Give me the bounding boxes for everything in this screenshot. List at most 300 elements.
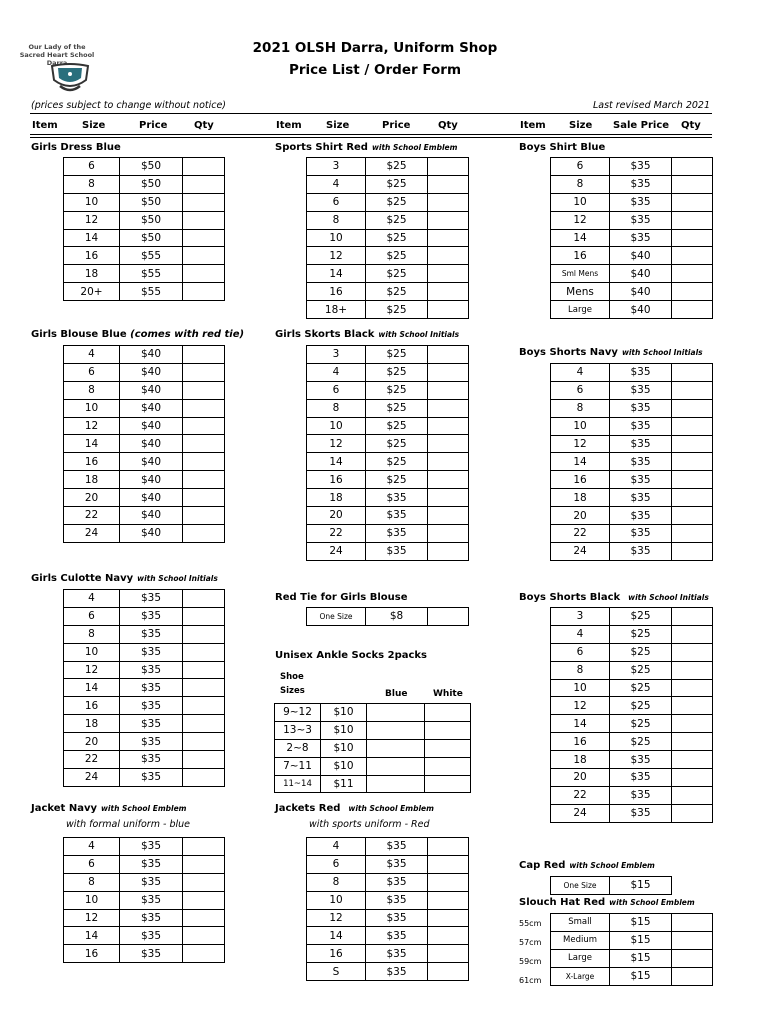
col-header-qty: Qty xyxy=(681,120,701,131)
size-cell: 14 xyxy=(307,265,366,283)
price-cell: $35 xyxy=(366,542,428,560)
size-cell: 14 xyxy=(64,927,120,945)
price-cell: $25 xyxy=(366,399,428,417)
qty-input-cell[interactable] xyxy=(183,211,225,229)
price-cell: $10 xyxy=(321,757,367,775)
price-cell: $35 xyxy=(120,607,183,625)
qty-input-cell[interactable] xyxy=(183,193,225,211)
size-cell: 14 xyxy=(307,927,366,945)
price-cell: $10 xyxy=(321,721,367,739)
qty-input-cell[interactable] xyxy=(183,247,225,265)
table-row xyxy=(64,927,225,945)
boys-shorts-navy-table xyxy=(550,363,713,561)
table-row xyxy=(275,757,471,775)
price-cell: $25 xyxy=(366,193,428,211)
qty-input-cell[interactable] xyxy=(428,507,469,525)
size-cell: One Size xyxy=(307,608,366,626)
col-header-item: Item xyxy=(276,120,302,131)
size-cell: 10 xyxy=(64,399,120,417)
size-cell: 12 xyxy=(64,909,120,927)
table-row xyxy=(551,877,672,895)
section-title: Cap Red with School Emblem xyxy=(519,860,655,871)
qty-input-cell[interactable] xyxy=(183,175,225,193)
price-cell: $25 xyxy=(366,417,428,435)
size-cell: 18 xyxy=(64,471,120,489)
qty-input-cell[interactable] xyxy=(672,542,713,560)
qty-input-cell[interactable] xyxy=(428,945,469,963)
section-title: Boys Shirt Blue xyxy=(519,142,606,153)
size-cell: 7~11 xyxy=(275,757,321,775)
qty-input-cell[interactable] xyxy=(428,927,469,945)
price-cell: $35 xyxy=(120,661,183,679)
price-cell: $50 xyxy=(120,211,183,229)
qty-input-cell[interactable] xyxy=(428,838,469,856)
size-cell: 18 xyxy=(551,489,610,507)
table-row xyxy=(307,471,469,489)
size-cell: 22 xyxy=(551,525,610,543)
qty-input-cell[interactable] xyxy=(672,679,713,697)
qty-input-cell[interactable] xyxy=(183,751,225,769)
qty-input-cell[interactable] xyxy=(428,247,469,265)
table-row xyxy=(64,435,225,453)
price-cell: $35 xyxy=(120,855,183,873)
qty-input-cell[interactable] xyxy=(183,838,225,856)
table-row xyxy=(551,283,713,301)
table-row xyxy=(307,265,469,283)
table-row xyxy=(551,193,713,211)
price-cell: $11 xyxy=(321,775,367,793)
table-row xyxy=(275,775,471,793)
qty-input-cell[interactable] xyxy=(428,873,469,891)
qty-input-cell[interactable] xyxy=(367,721,425,739)
qty-input-cell[interactable] xyxy=(672,193,713,211)
price-cell: $35 xyxy=(610,471,672,489)
size-cell: 22 xyxy=(64,507,120,525)
table-row xyxy=(64,489,225,507)
size-cell: 4 xyxy=(307,175,366,193)
size-cell: 24 xyxy=(551,542,610,560)
price-cell: $35 xyxy=(610,507,672,525)
table-row xyxy=(551,247,713,265)
qty-input-cell[interactable] xyxy=(672,769,713,787)
price-cell: $55 xyxy=(120,283,183,301)
qty-input-cell[interactable] xyxy=(183,229,225,247)
size-cell: 12 xyxy=(551,697,610,715)
table-row xyxy=(64,381,225,399)
qty-input-cell[interactable] xyxy=(428,489,469,507)
size-cell: 8 xyxy=(64,873,120,891)
qty-input-cell[interactable] xyxy=(183,363,225,381)
size-cell: 3 xyxy=(551,608,610,626)
table-row xyxy=(64,211,225,229)
price-cell: $25 xyxy=(366,453,428,471)
qty-input-cell[interactable] xyxy=(672,175,713,193)
qty-input-cell[interactable] xyxy=(428,471,469,489)
table-row xyxy=(64,855,225,873)
table-row xyxy=(551,417,713,435)
qty-input-cell[interactable] xyxy=(183,399,225,417)
price-cell: $35 xyxy=(366,524,428,542)
qty-input-cell[interactable] xyxy=(428,211,469,229)
shoe-sizes-label: Shoe Sizes xyxy=(280,672,305,696)
size-cell: 6 xyxy=(64,855,120,873)
qty-input-cell[interactable] xyxy=(672,301,713,319)
table-row xyxy=(551,967,713,985)
price-cell: $35 xyxy=(610,435,672,453)
table-row xyxy=(64,838,225,856)
size-cell: 8 xyxy=(551,661,610,679)
qty-input-cell[interactable] xyxy=(183,417,225,435)
table-row xyxy=(64,607,225,625)
price-cell: $35 xyxy=(120,590,183,608)
size-cell: 6 xyxy=(307,193,366,211)
size-cell: 22 xyxy=(64,751,120,769)
qty-input-cell[interactable] xyxy=(672,931,713,949)
table-row xyxy=(307,608,469,626)
price-cell: $35 xyxy=(610,769,672,787)
size-cell: 16 xyxy=(64,247,120,265)
table-row xyxy=(64,158,225,176)
price-cell: $35 xyxy=(610,542,672,560)
size-cell: 2~8 xyxy=(275,739,321,757)
size-cell: Mens xyxy=(551,283,610,301)
table-row xyxy=(64,873,225,891)
price-cell: $40 xyxy=(120,524,183,542)
price-notice: (prices subject to change without notice) xyxy=(31,100,227,111)
qty-input-cell[interactable] xyxy=(672,525,713,543)
col-header-price: Price xyxy=(139,120,168,131)
table-row xyxy=(307,524,469,542)
qty-input-cell[interactable] xyxy=(672,751,713,769)
table-row xyxy=(551,733,713,751)
qty-input-cell[interactable] xyxy=(183,873,225,891)
table-row xyxy=(307,399,469,417)
qty-input-cell[interactable] xyxy=(672,435,713,453)
qty-input-cell[interactable] xyxy=(672,608,713,626)
price-cell: $35 xyxy=(610,158,672,176)
qty-input-cell[interactable] xyxy=(183,891,225,909)
qty-input-cell[interactable] xyxy=(425,757,471,775)
qty-input-cell[interactable] xyxy=(428,608,469,626)
table-row xyxy=(307,489,469,507)
price-cell: $35 xyxy=(120,891,183,909)
qty-input-cell[interactable] xyxy=(672,625,713,643)
price-cell: $35 xyxy=(120,945,183,963)
qty-input-cell[interactable] xyxy=(183,346,225,364)
section-title: Girls Skorts Black with School Initials xyxy=(275,329,460,340)
table-row xyxy=(307,175,469,193)
price-cell: $35 xyxy=(366,507,428,525)
qty-input-cell[interactable] xyxy=(672,914,713,932)
price-cell: $50 xyxy=(120,175,183,193)
page-title: 2021 OLSH Darra, Uniform Shop xyxy=(252,40,498,56)
qty-input-cell[interactable] xyxy=(672,364,713,382)
qty-input-cell[interactable] xyxy=(428,175,469,193)
qty-input-cell[interactable] xyxy=(183,909,225,927)
size-cell: 6 xyxy=(551,643,610,661)
size-cell: 18 xyxy=(64,265,120,283)
size-cell: 10 xyxy=(551,679,610,697)
qty-input-cell[interactable] xyxy=(672,381,713,399)
qty-input-cell[interactable] xyxy=(183,471,225,489)
qty-input-cell[interactable] xyxy=(428,399,469,417)
qty-input-cell[interactable] xyxy=(672,265,713,283)
qty-input-cell[interactable] xyxy=(428,891,469,909)
qty-input-cell[interactable] xyxy=(367,757,425,775)
size-cell: 10 xyxy=(551,193,610,211)
qty-input-cell[interactable] xyxy=(183,679,225,697)
size-cell: 12 xyxy=(551,435,610,453)
table-row xyxy=(307,346,469,364)
price-cell: $50 xyxy=(120,229,183,247)
qty-input-cell[interactable] xyxy=(428,158,469,176)
price-cell: $35 xyxy=(120,679,183,697)
qty-input-cell[interactable] xyxy=(183,507,225,525)
size-cell: 18 xyxy=(307,489,366,507)
qty-input-cell[interactable] xyxy=(428,453,469,471)
qty-input-cell[interactable] xyxy=(672,283,713,301)
table-row xyxy=(64,768,225,786)
table-row xyxy=(551,507,713,525)
price-cell: $35 xyxy=(120,733,183,751)
price-cell: $35 xyxy=(366,873,428,891)
size-cell: One Size xyxy=(551,877,610,895)
qty-input-cell[interactable] xyxy=(428,435,469,453)
col-header-qty: Qty xyxy=(438,120,458,131)
qty-input-cell[interactable] xyxy=(672,643,713,661)
qty-input-cell[interactable] xyxy=(183,643,225,661)
qty-input-cell[interactable] xyxy=(428,229,469,247)
size-cell: 12 xyxy=(307,435,366,453)
qty-input-cell[interactable] xyxy=(672,697,713,715)
slouch-hat-table xyxy=(550,913,713,986)
qty-input-cell[interactable] xyxy=(672,211,713,229)
qty-input-cell[interactable] xyxy=(425,775,471,793)
qty-input-cell[interactable] xyxy=(428,381,469,399)
boys-shirt-table xyxy=(550,157,713,319)
qty-input-cell[interactable] xyxy=(183,927,225,945)
section-subtitle: with formal uniform - blue xyxy=(66,819,190,830)
table-row xyxy=(551,175,713,193)
qty-input-cell[interactable] xyxy=(367,775,425,793)
qty-input-cell[interactable] xyxy=(183,283,225,301)
price-cell: $35 xyxy=(610,364,672,382)
price-cell: $40 xyxy=(120,453,183,471)
shield-logo-icon xyxy=(46,62,94,96)
table-row xyxy=(64,909,225,927)
qty-input-cell[interactable] xyxy=(367,704,425,722)
price-cell: $35 xyxy=(610,804,672,822)
qty-input-cell[interactable] xyxy=(672,399,713,417)
table-row xyxy=(64,751,225,769)
qty-input-cell[interactable] xyxy=(428,346,469,364)
price-cell: $35 xyxy=(610,525,672,543)
section-subtitle: with sports uniform - Red xyxy=(309,819,430,830)
price-cell: $35 xyxy=(366,855,428,873)
qty-input-cell[interactable] xyxy=(183,607,225,625)
qty-input-cell[interactable] xyxy=(672,507,713,525)
price-cell: $25 xyxy=(610,715,672,733)
qty-input-cell[interactable] xyxy=(183,524,225,542)
qty-input-cell[interactable] xyxy=(428,301,469,319)
qty-input-cell[interactable] xyxy=(183,381,225,399)
qty-input-cell[interactable] xyxy=(672,661,713,679)
size-cell: 12 xyxy=(307,909,366,927)
qty-input-cell[interactable] xyxy=(183,158,225,176)
qty-input-cell[interactable] xyxy=(183,453,225,471)
size-cell: 20 xyxy=(551,507,610,525)
qty-input-cell[interactable] xyxy=(672,229,713,247)
price-cell: $25 xyxy=(366,283,428,301)
table-row xyxy=(551,453,713,471)
size-cell: 4 xyxy=(307,838,366,856)
table-row xyxy=(64,399,225,417)
qty-input-cell[interactable] xyxy=(183,625,225,643)
qty-input-cell[interactable] xyxy=(672,471,713,489)
size-cell: 20 xyxy=(307,507,366,525)
qty-input-cell[interactable] xyxy=(672,489,713,507)
price-cell: $35 xyxy=(120,909,183,927)
qty-input-cell[interactable] xyxy=(183,697,225,715)
cap-red-table xyxy=(550,876,672,895)
price-cell: $25 xyxy=(610,643,672,661)
header-rule xyxy=(30,134,712,135)
qty-input-cell[interactable] xyxy=(425,721,471,739)
size-cell: X-Large xyxy=(551,967,610,985)
section-title: Sports Shirt Red with School Emblem xyxy=(275,142,458,153)
price-cell: $40 xyxy=(610,247,672,265)
qty-input-cell[interactable] xyxy=(428,417,469,435)
size-cell: Large xyxy=(551,949,610,967)
qty-input-cell[interactable] xyxy=(428,524,469,542)
qty-input-cell[interactable] xyxy=(428,265,469,283)
qty-input-cell[interactable] xyxy=(428,283,469,301)
qty-input-cell[interactable] xyxy=(672,967,713,985)
table-row xyxy=(551,211,713,229)
price-cell: $35 xyxy=(120,697,183,715)
qty-input-cell[interactable] xyxy=(672,733,713,751)
price-cell: $35 xyxy=(366,891,428,909)
size-cell: 4 xyxy=(307,363,366,381)
qty-input-cell[interactable] xyxy=(428,909,469,927)
qty-input-cell[interactable] xyxy=(183,733,225,751)
size-cell: 18 xyxy=(64,715,120,733)
qty-input-cell[interactable] xyxy=(428,855,469,873)
table-row xyxy=(551,786,713,804)
size-cell: 24 xyxy=(64,768,120,786)
size-cell: 11~14 xyxy=(275,775,321,793)
qty-input-cell[interactable] xyxy=(672,949,713,967)
price-cell: $25 xyxy=(610,697,672,715)
qty-input-cell[interactable] xyxy=(183,435,225,453)
qty-input-cell[interactable] xyxy=(183,590,225,608)
size-cell: 16 xyxy=(307,283,366,301)
price-cell: $8 xyxy=(366,608,428,626)
table-row xyxy=(307,417,469,435)
qty-input-cell[interactable] xyxy=(183,265,225,283)
qty-input-cell[interactable] xyxy=(183,945,225,963)
size-cell: 6 xyxy=(551,381,610,399)
price-cell: $35 xyxy=(610,489,672,507)
table-row xyxy=(307,301,469,319)
price-cell: $40 xyxy=(120,507,183,525)
section-title: Girls Blouse Blue (comes with red tie) xyxy=(31,329,245,340)
col-header-sale-price: Sale Price xyxy=(613,120,670,131)
table-row xyxy=(64,733,225,751)
size-cell: 4 xyxy=(64,346,120,364)
table-row xyxy=(551,525,713,543)
size-cell: 24 xyxy=(64,524,120,542)
price-cell: $35 xyxy=(366,963,428,981)
size-cell: 24 xyxy=(307,542,366,560)
table-row xyxy=(551,625,713,643)
qty-input-cell[interactable] xyxy=(428,963,469,981)
qty-input-cell[interactable] xyxy=(672,453,713,471)
qty-input-cell[interactable] xyxy=(672,715,713,733)
price-cell: $35 xyxy=(610,381,672,399)
price-cell: $35 xyxy=(610,399,672,417)
price-cell: $35 xyxy=(366,927,428,945)
price-cell: $35 xyxy=(610,211,672,229)
qty-input-cell[interactable] xyxy=(428,542,469,560)
table-row xyxy=(64,679,225,697)
table-row xyxy=(551,751,713,769)
table-row xyxy=(64,247,225,265)
section-title: Unisex Ankle Socks 2packs xyxy=(275,650,428,661)
qty-input-cell[interactable] xyxy=(672,786,713,804)
qty-input-cell[interactable] xyxy=(425,704,471,722)
qty-input-cell[interactable] xyxy=(183,661,225,679)
size-cell: 16 xyxy=(307,945,366,963)
price-cell: $25 xyxy=(366,381,428,399)
qty-input-cell[interactable] xyxy=(183,715,225,733)
qty-input-cell[interactable] xyxy=(428,193,469,211)
qty-input-cell[interactable] xyxy=(367,739,425,757)
price-cell: $35 xyxy=(610,417,672,435)
table-row xyxy=(64,363,225,381)
size-cell: 10 xyxy=(64,891,120,909)
price-cell: $40 xyxy=(120,381,183,399)
girls-culotte-table xyxy=(63,589,225,787)
qty-input-cell[interactable] xyxy=(428,363,469,381)
size-cell: 20 xyxy=(551,769,610,787)
header-rule xyxy=(30,137,712,138)
qty-input-cell[interactable] xyxy=(672,804,713,822)
qty-input-cell[interactable] xyxy=(183,855,225,873)
price-cell: $25 xyxy=(366,363,428,381)
table-row xyxy=(551,399,713,417)
size-cell: 6 xyxy=(64,363,120,381)
qty-input-cell[interactable] xyxy=(425,739,471,757)
table-row xyxy=(64,229,225,247)
price-cell: $40 xyxy=(120,346,183,364)
table-row xyxy=(64,417,225,435)
price-cell: $25 xyxy=(366,435,428,453)
table-row xyxy=(64,471,225,489)
table-row xyxy=(551,661,713,679)
price-cell: $15 xyxy=(610,914,672,932)
qty-input-cell[interactable] xyxy=(672,247,713,265)
col-header-price: Price xyxy=(382,120,411,131)
qty-input-cell[interactable] xyxy=(672,158,713,176)
size-cell: 8 xyxy=(64,175,120,193)
qty-input-cell[interactable] xyxy=(183,489,225,507)
table-row xyxy=(307,855,469,873)
qty-input-cell[interactable] xyxy=(183,768,225,786)
qty-input-cell[interactable] xyxy=(672,417,713,435)
size-cell: 8 xyxy=(307,211,366,229)
red-tie-table xyxy=(306,607,469,626)
